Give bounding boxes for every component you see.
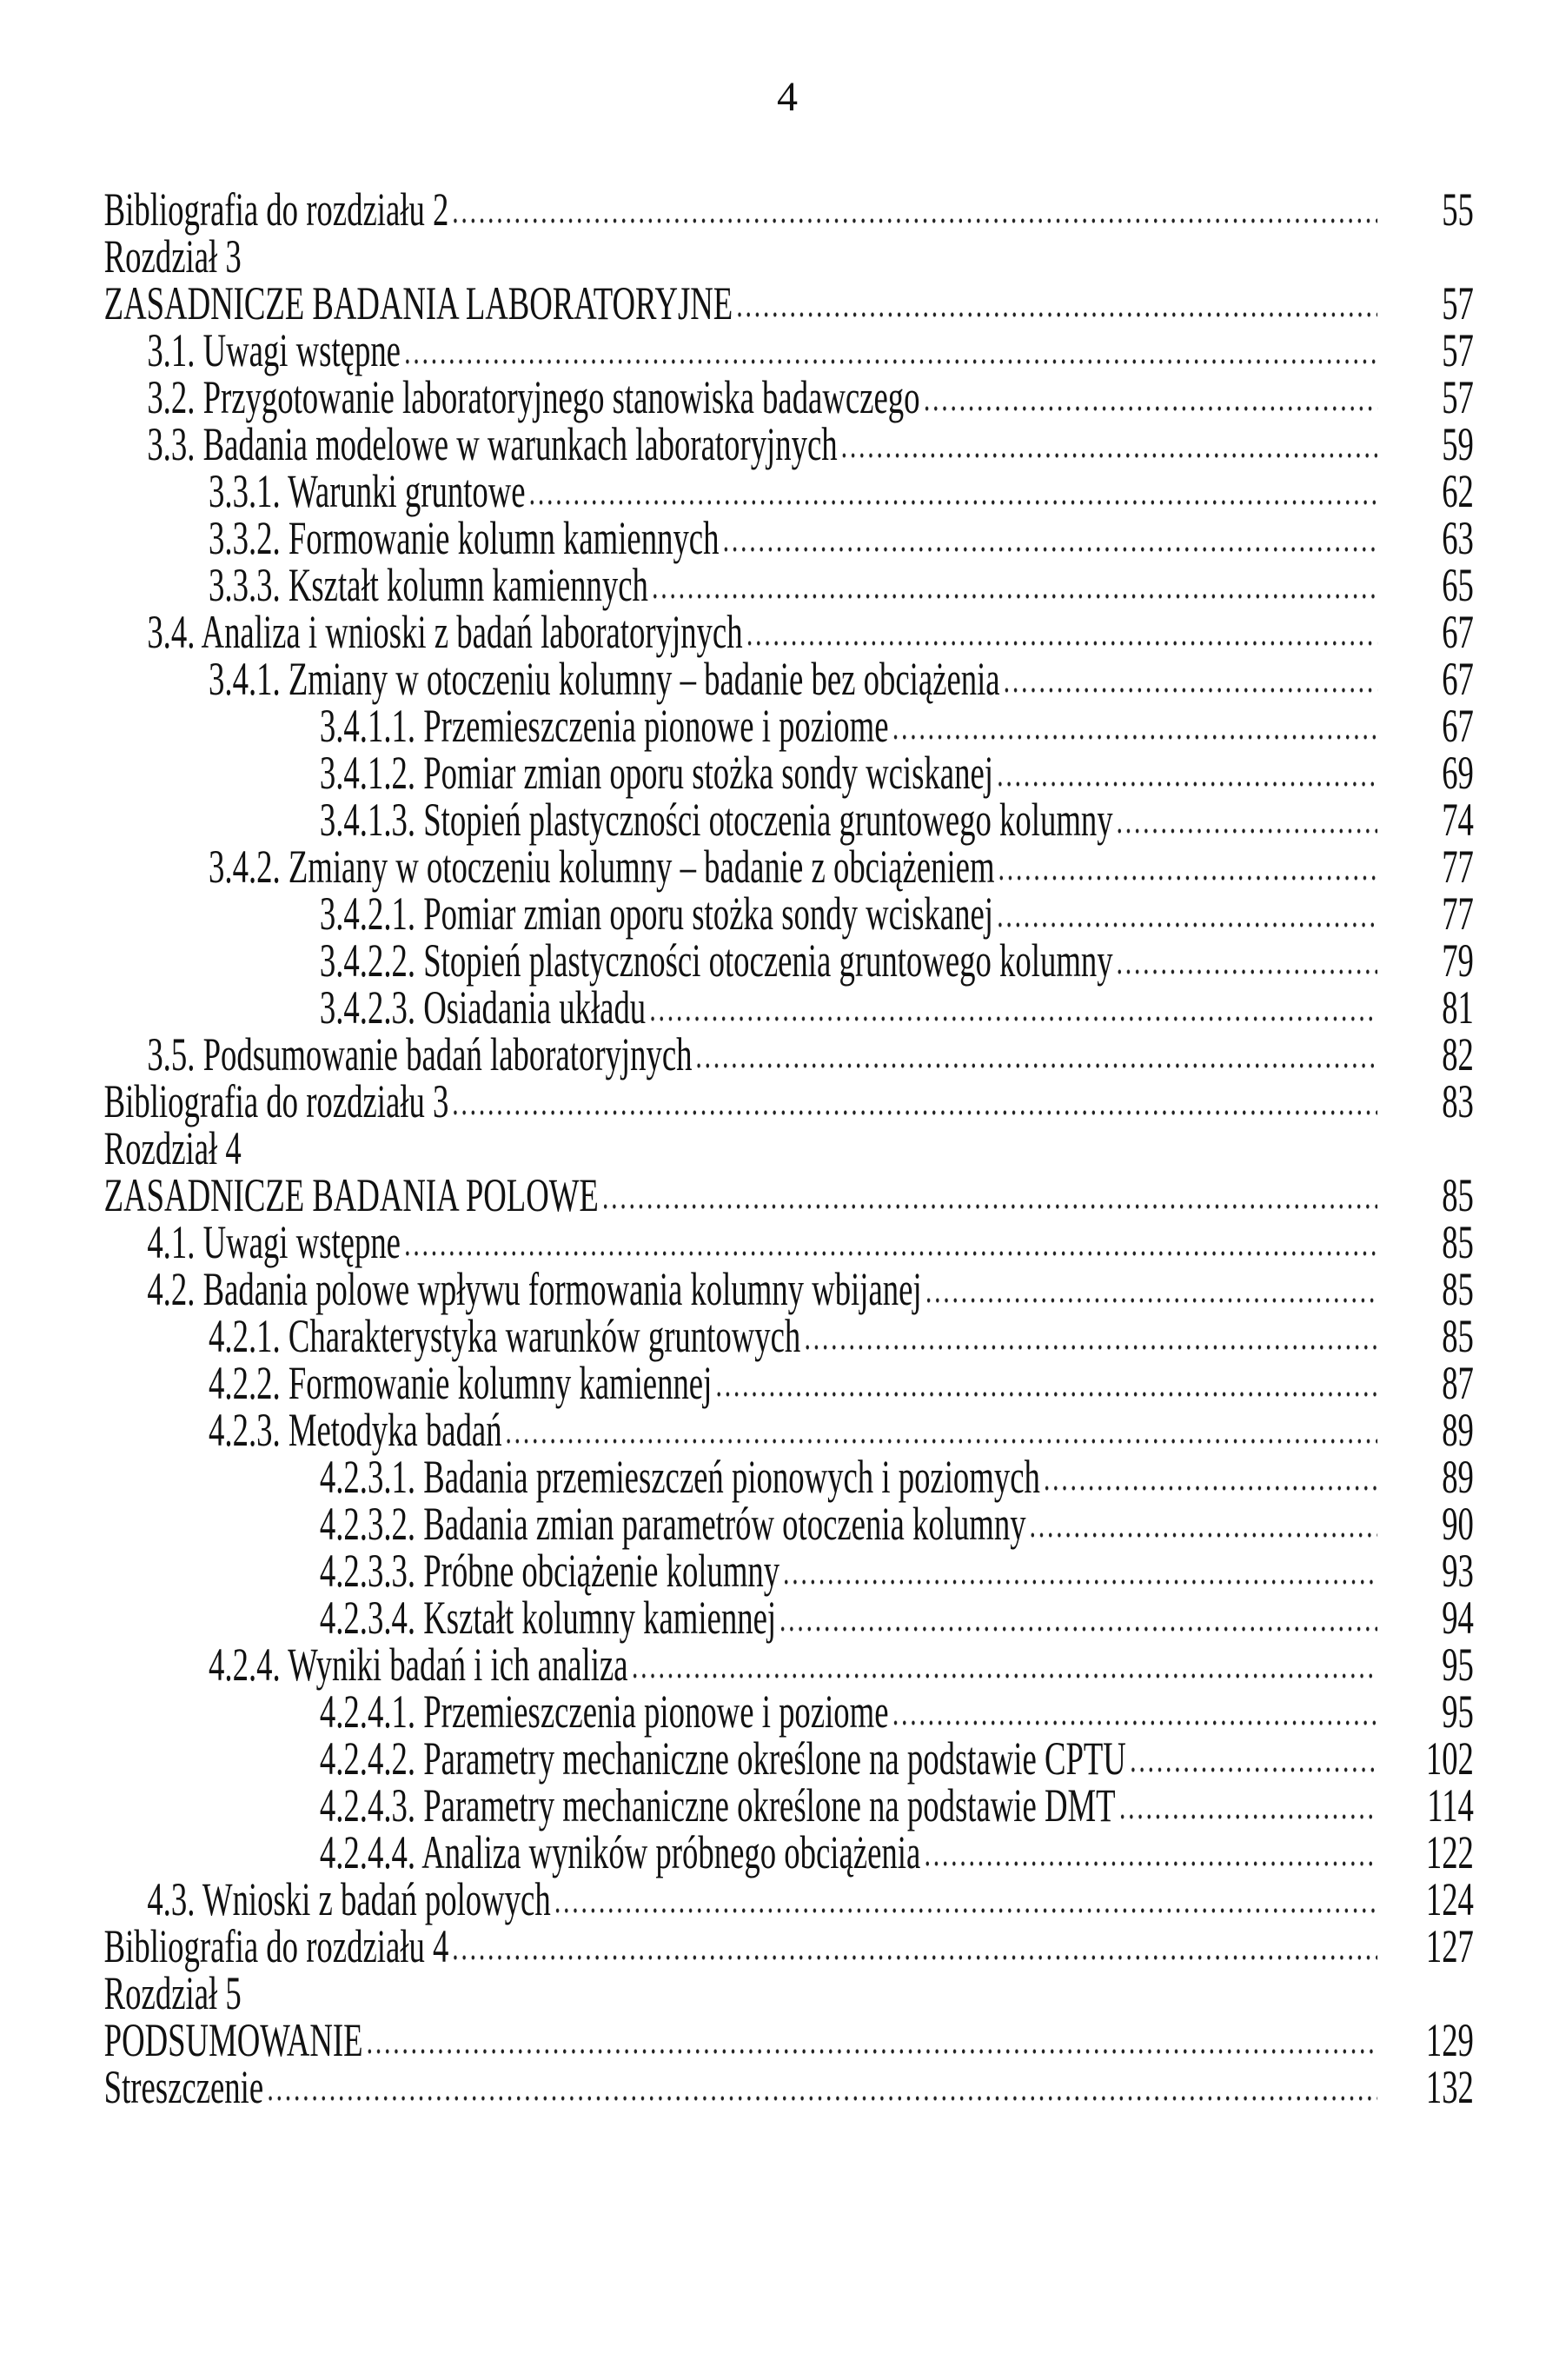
dot-leader [553,1906,1377,1915]
toc-entry-title: Bibliografia do rozdziału 3 [103,1075,449,1127]
toc-entry-title: 3.4.1.3. Stopień plastyczności otoczenia gruntowego kolumny [319,794,1113,846]
dot-leader [365,2047,1377,2056]
toc-entry-page: 87 [1442,1357,1474,1409]
toc-entry-title: 3.1. Uwagi wstępne [147,324,401,376]
toc-entry [0,418,1474,470]
toc-entry-title: 4.2.4. Wyniki badań i ich analiza [209,1639,628,1691]
toc-entry [0,1263,1474,1315]
toc-entry-page: 81 [1442,981,1474,1034]
toc-entry-page: 102 [1425,1732,1474,1785]
toc-entry [0,888,1474,940]
toc-entry-title: 3.4.1.1. Przemieszczenia pionowe i poziome [319,700,889,752]
toc-entry-title: 4.3. Wnioski z badań polowych [147,1873,551,1925]
toc-entry-page: 69 [1442,747,1474,799]
toc-entry-page: 94 [1442,1592,1474,1644]
toc-entry-page: 90 [1442,1498,1474,1550]
toc-entry-page: 93 [1442,1545,1474,1597]
dot-leader [694,1061,1377,1070]
toc-entry-page: 79 [1442,934,1474,987]
toc-entry [0,1404,1474,1456]
toc-entry-page: 57 [1442,324,1474,376]
toc-entry [0,1592,1474,1644]
toc-entry-title: 3.4. Analiza i wnioski z badań laboratoryjnych [147,606,743,658]
toc-entry-title: 3.4.2.2. Stopień plastyczności otoczenia gruntowego kolumny [319,934,1113,987]
toc-entry-title: 3.4.2.3. Osiadania układu [319,981,647,1034]
toc-entry-page: 62 [1442,465,1474,517]
dot-leader [504,1437,1377,1446]
toc-entry-page: 77 [1442,888,1474,940]
dot-leader [779,1625,1377,1633]
toc-entry-title: 4.2.2. Formowanie kolumny kamiennej [209,1357,713,1409]
toc-entry-title: Rozdział 3 [103,230,242,283]
toc-entry-page: 95 [1442,1685,1474,1738]
toc-entry [0,934,1474,987]
toc-entry-title: 4.2.3.3. Próbne obciążenie kolumny [319,1545,780,1597]
toc-entry [0,1826,1474,1878]
dot-leader [891,733,1377,741]
toc-entry [0,2014,1474,2066]
dot-leader [403,357,1377,366]
toc-entry-title: Bibliografia do rozdziału 4 [103,1920,449,1972]
toc-entry-page: 65 [1442,559,1474,611]
toc-entry [0,653,1474,705]
toc-entry [0,1732,1474,1785]
toc-entry-title: 3.3. Badania modelowe w warunkach laboratoryjnych [147,418,838,470]
toc-entry-title: 4.2.3.1. Badania przemieszczeń pionowych i poziomych [319,1451,1040,1503]
toc-entry-page: 82 [1442,1028,1474,1080]
toc-entry-title: 4.2.4.4. Analiza wyników próbnego obciążenia [319,1826,921,1878]
dot-leader [266,2094,1377,2103]
dot-leader [803,1343,1377,1352]
toc-entry-title: 4.2.3. Metodyka badań [209,1404,502,1456]
toc-entry [0,1075,1474,1127]
toc-entry-page: 77 [1442,841,1474,893]
toc-entry [0,700,1474,752]
toc-entry-page: 89 [1442,1451,1474,1503]
toc-entry [0,183,1474,236]
toc-entry-title: 3.5. Podsumowanie badań laboratoryjnych [147,1028,693,1080]
toc-entry [0,747,1474,799]
toc-entry [0,1216,1474,1268]
toc-entry-title: ZASADNICZE BADANIA LABORATORYJNE [103,277,733,329]
dot-leader [997,874,1377,882]
toc-entry-title: 3.4.2.1. Pomiar zmian oporu stożka sondy wciskanej [319,888,993,940]
toc-entry-page: 57 [1442,371,1474,423]
toc-entry [0,1779,1474,1832]
toc-entry-page: 57 [1442,277,1474,329]
dot-leader [714,1390,1377,1399]
toc-entry-page: 85 [1442,1310,1474,1362]
dot-leader [839,451,1377,460]
toc-entry-page: 83 [1442,1075,1474,1127]
dot-leader [1118,1812,1377,1821]
toc-entry-title: 4.2.4.2. Parametry mechaniczne określone na podstawie CPTU [319,1732,1126,1785]
toc-entry [0,324,1474,376]
toc-entry [0,1122,1377,1174]
toc-entry [0,1498,1474,1550]
toc-entry-page: 67 [1442,653,1474,705]
toc-entry-page: 67 [1442,700,1474,752]
toc-entry-page: 63 [1442,512,1474,564]
toc-entry [0,794,1474,846]
dot-leader [1043,1484,1377,1492]
toc-entry [0,277,1474,329]
dot-leader [721,545,1377,554]
dot-leader [451,1953,1377,1962]
toc-entry-title: 3.3.3. Kształt kolumn kamiennych [209,559,648,611]
dot-leader [1115,827,1377,835]
toc-entry [0,2061,1474,2113]
toc-entry-page: 127 [1425,1920,1474,1972]
toc-entry-title: ZASADNICZE BADANIA POLOWE [103,1169,599,1221]
toc-entry [0,1920,1474,1972]
dot-leader [996,780,1377,788]
toc-entry [0,1639,1474,1691]
toc-entry [0,559,1474,611]
dot-leader [1115,967,1377,976]
dot-leader [923,1859,1377,1868]
toc-entry [0,1310,1474,1362]
toc-entry-title: Rozdział 5 [103,1967,242,2019]
dot-leader [527,498,1377,507]
toc-entry-page: 129 [1425,2014,1474,2066]
toc-entry [0,1169,1474,1221]
toc-entry-title: 3.4.2. Zmiany w otoczeniu kolumny – badanie z obciążeniem [209,841,995,893]
toc-entry-title: 4.2.4.1. Przemieszczenia pionowe i poziome [319,1685,889,1738]
toc-entry-page: 122 [1425,1826,1474,1878]
table-of-contents [0,183,1559,2113]
page-number: 4 [777,74,798,120]
toc-entry [0,1357,1474,1409]
dot-leader [451,216,1377,225]
toc-entry [0,841,1474,893]
toc-entry [0,606,1474,658]
toc-entry-title: 3.3.1. Warunki gruntowe [209,465,526,517]
dot-leader [403,1249,1377,1258]
toc-entry-page: 59 [1442,418,1474,470]
toc-entry-title: PODSUMOWANIE [103,2014,363,2066]
dot-leader [922,404,1377,413]
toc-entry-page: 67 [1442,606,1474,658]
dot-leader [996,921,1377,929]
dot-leader [891,1719,1377,1727]
toc-entry [0,1028,1474,1080]
toc-entry-page: 74 [1442,794,1474,846]
toc-entry-title: 3.2. Przygotowanie laboratoryjnego stanowiska badawczego [147,371,920,423]
dot-leader [451,1108,1377,1117]
toc-entry-title: Rozdział 4 [103,1122,242,1174]
toc-entry-page: 132 [1425,2061,1474,2113]
dot-leader [745,639,1377,648]
dot-leader [651,592,1377,601]
dot-leader [1129,1765,1378,1774]
toc-entry-title: 3.4.1.2. Pomiar zmian oporu stożka sondy wciskanej [319,747,993,799]
dot-leader [924,1296,1377,1305]
toc-entry-title: 3.3.2. Formowanie kolumn kamiennych [209,512,720,564]
toc-entry-title: 4.2.4.3. Parametry mechaniczne określone na podstawie DMT [319,1779,1116,1832]
toc-entry-page: 89 [1442,1404,1474,1456]
toc-entry-title: 4.2.1. Charakterystyka warunków gruntowych [209,1310,801,1362]
dot-leader [601,1202,1378,1211]
toc-entry-page: 124 [1425,1873,1474,1925]
toc-entry [0,981,1474,1034]
toc-entry-title: Bibliografia do rozdziału 2 [103,183,449,236]
toc-entry-title: 3.4.1. Zmiany w otoczeniu kolumny – badanie bez obciążenia [209,653,1000,705]
toc-entry-page: 85 [1442,1263,1474,1315]
toc-entry-title: 4.2.3.4. Kształt kolumny kamiennej [319,1592,777,1644]
dot-leader [782,1578,1377,1586]
dot-leader [735,310,1377,319]
toc-entry [0,465,1474,517]
toc-entry [0,1545,1474,1597]
dot-leader [648,1014,1377,1023]
toc-entry-title: Streszczenie [103,2061,264,2113]
dot-leader [1002,686,1377,695]
toc-entry-page: 55 [1442,183,1474,236]
toc-entry-title: 4.1. Uwagi wstępne [147,1216,401,1268]
toc-entry-page: 95 [1442,1639,1474,1691]
toc-entry [0,1685,1474,1738]
toc-entry [0,230,1377,283]
toc-entry-page: 114 [1427,1779,1474,1832]
toc-entry-page: 85 [1442,1169,1474,1221]
toc-entry-title: 4.2.3.2. Badania zmian parametrów otoczenia kolumny [319,1498,1026,1550]
toc-entry-title: 4.2. Badania polowe wpływu formowania kolumny wbijanej [147,1263,922,1315]
toc-entry [0,512,1474,564]
toc-entry [0,1967,1377,2019]
toc-entry [0,1451,1474,1503]
toc-entry-page: 85 [1442,1216,1474,1268]
toc-entry [0,1873,1474,1925]
dot-leader [630,1672,1377,1680]
dot-leader [1028,1531,1377,1539]
toc-entry [0,371,1474,423]
